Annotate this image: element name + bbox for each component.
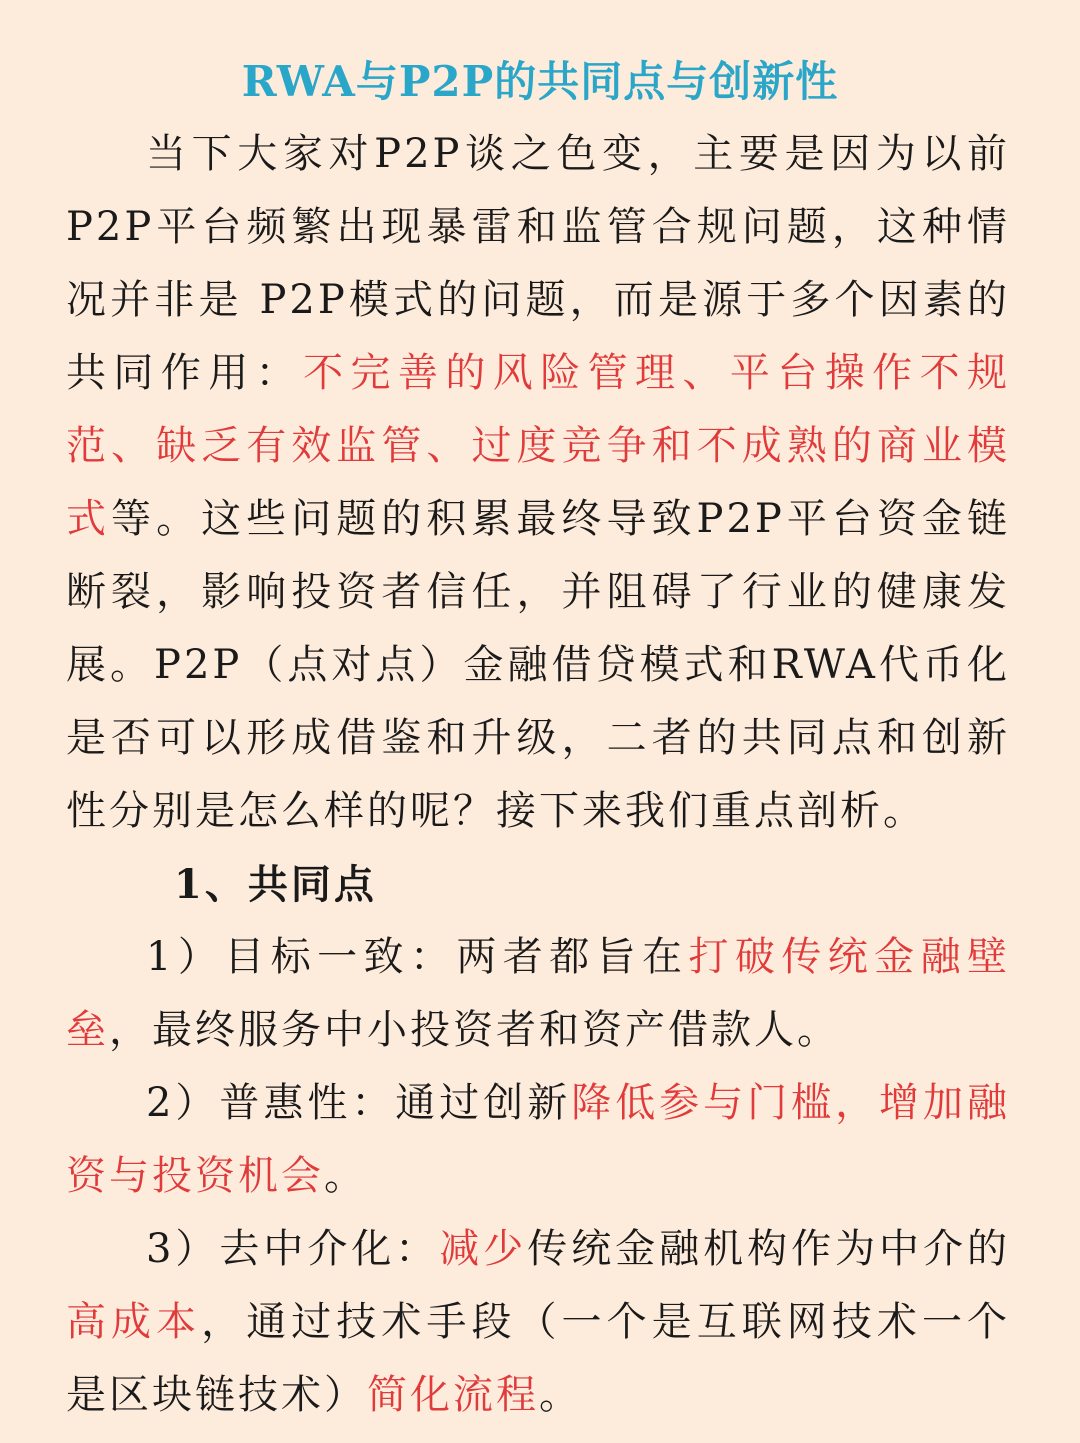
item3-text-4: 。 (539, 1372, 582, 1418)
article-title: RWA与P2P的共同点与创新性 (241, 57, 839, 106)
item3-text-3: ，通过技术手段（一个是互联网技术一个是区块链技术） (66, 1299, 1011, 1418)
item2-text-2: 。 (324, 1153, 367, 1199)
article-body (66, 118, 1010, 1432)
intro-text-2: 等。这些问题的积累最终导致P2P平台资金链断裂，影响投资者信任，并阻碍了行业的健康发展。P2P（点对点）金融借贷模式和RWA代币化是否可以形成借鉴和升级，二者的共同点和创新性分别是怎么样的呢？接下来我们重点剖析。 (66, 496, 1011, 834)
intro-paragraph (66, 118, 1010, 848)
item3-highlight-1: 减少 (439, 1226, 528, 1272)
item-disintermediation (66, 1213, 1010, 1432)
intro-highlight: 不完善的风险管理、平台操作不规范、缺乏有效监管、过度竞争和不成熟的商业模式 (66, 350, 1011, 542)
item-inclusiveness (66, 1067, 1010, 1213)
item3-highlight-2: 高成本 (66, 1299, 202, 1345)
item1-highlight: 打破传统金融壁垒 (66, 934, 1010, 1053)
item2-text-1: 2）普惠性：通过创新 (146, 1080, 572, 1126)
item3-highlight-3: 简化流程 (367, 1372, 539, 1418)
intro-text-1: 当下大家对P2P谈之色变，主要是因为以前P2P平台频繁出现暴雷和监管合规问题，这种情况并非是 P2P模式的问题，而是源于多个因素的共同作用： (66, 131, 1010, 396)
item3-text-2: 传统金融机构作为中介的 (527, 1226, 1011, 1272)
item-goal-consistent (66, 921, 1010, 1067)
item1-text-1: 1）目标一致：两者都旨在 (146, 934, 689, 980)
section-heading-common-points: 1、共同点 (174, 861, 377, 908)
item2-highlight: 降低参与门槛，增加融资与投资机会 (66, 1080, 1011, 1199)
item3-text-1: 3）去中介化： (146, 1226, 440, 1272)
item1-text-2: ，最终服务中小投资者和资产借款人。 (109, 1007, 840, 1053)
